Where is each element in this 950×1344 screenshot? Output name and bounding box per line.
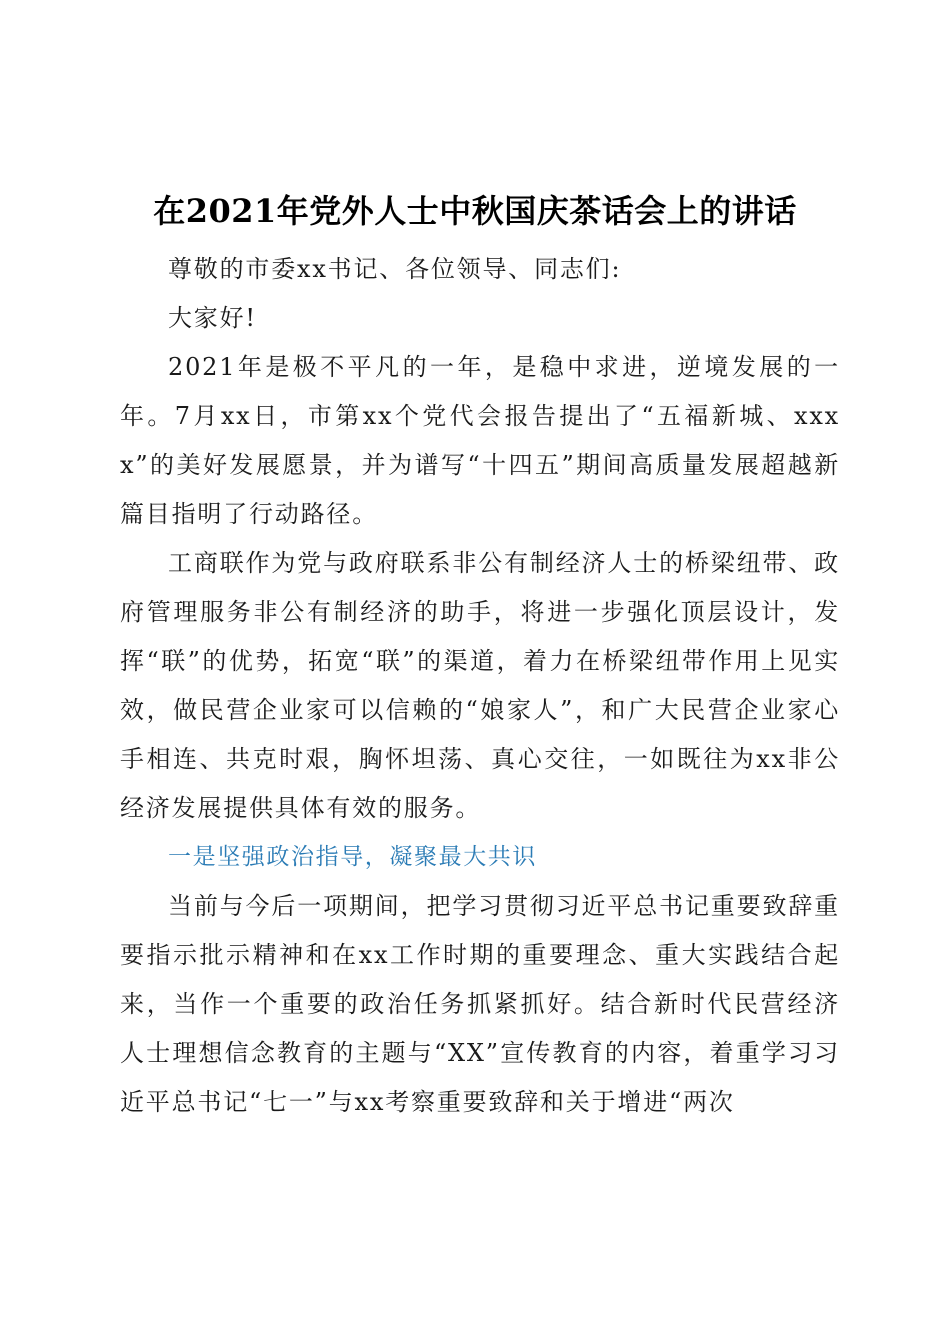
document-body — [120, 245, 840, 1127]
document-title: 在2021年党外人士中秋国庆茶话会上的讲话 — [153, 192, 797, 230]
paragraph-1: 2021年是极不平凡的一年，是稳中求进，逆境发展的一年。7月xx日，市第xx个党代会报告提出了“五福新城、xxxx”的美好发展愿景，并为谱写“十四五”期间高质量发展超越新篇目指明了行动路径。 — [120, 353, 840, 528]
paragraph-2: 工商联作为党与政府联系非公有制经济人士的桥梁纽带、政府管理服务非公有制经济的助手，将进一步强化顶层设计，发挥“联”的优势，拓宽“联”的渠道，着力在桥梁纽带作用上见实效，做民营企业家可以信赖的“娘家人”，和广大民营企业家心手相连、共克时艰，胸怀坦荡、真心交往，一如既往为xx非公经济发展提供具体有效的服务。 — [120, 549, 840, 822]
section-paragraph: 当前与今后一项期间，把学习贯彻习近平总书记重要致辞重要指示批示精神和在xx工作时期的重要理念、重大实践结合起来，当作一个重要的政治任务抓紧抓好。结合新时代民营经济人士理想信念教育的主题与“XX”宣传教育的内容，着重学习习近平总书记“七一”与xx考察重要致辞和关于增进“两次 — [120, 892, 840, 1116]
greeting: 大家好! — [168, 304, 257, 332]
salutation: 尊敬的市委xx书记、各位领导、同志们: — [168, 255, 622, 283]
section-heading: 一是坚强政治指导，凝聚最大共识 — [168, 844, 537, 870]
